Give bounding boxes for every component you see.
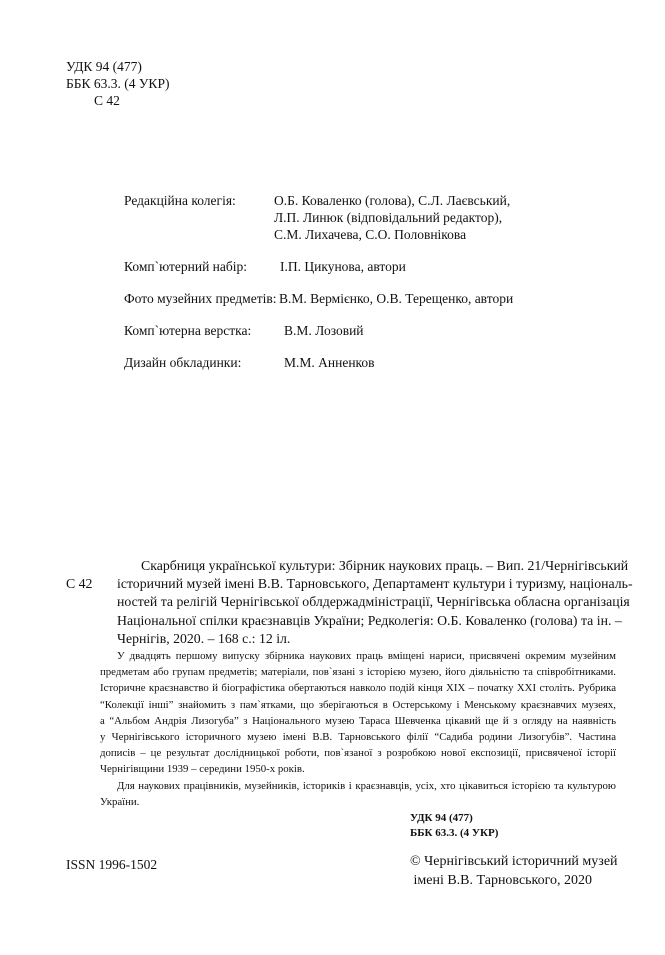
issn: ISSN 1996-1502 — [66, 857, 158, 872]
annotation-line: у Чернігівського історичного музею імені В.В. Тарновського філії “Садиба родини Лизогубів”. Частина — [100, 731, 616, 744]
author-sign: С 42 — [94, 93, 120, 108]
credit-value: І.П. Цикунова, автори — [280, 259, 406, 274]
footer-codes — [410, 811, 498, 840]
credit-line: О.Б. Коваленко (голова), С.Л. Лаєвський, — [274, 193, 511, 208]
credit-value: В.М. Лозовий — [284, 323, 364, 338]
credit-label: Комп`ютерна верстка: — [124, 323, 252, 338]
credit-value — [274, 192, 510, 243]
annotation-line: У двадцять першому випуску збірника наукових праць вміщені нариси, присвячені окремим музейним — [117, 650, 616, 662]
record-line: історичний музей імені В.В. Тарновського, Департамент культури і туризму, національ- — [117, 576, 633, 592]
credit-line: С.М. Лихачева, С.О. Половнікова — [274, 227, 467, 242]
udk-code: УДК 94 (477) — [66, 59, 142, 74]
credit-value: М.М. Анненков — [284, 355, 375, 370]
annotation-line: предметам або групам предметів; матеріали, пов`язані з історією музею, його діяльністю та співробітниками. — [100, 666, 616, 679]
record-line: ностей та релігій Чернігівської облдержадміністрації, Чернігівська обласна організація — [117, 594, 630, 610]
copyright — [410, 853, 618, 890]
footer-udk: УДК 94 (477) — [410, 812, 473, 824]
bbk-code: ББК 63.3. (4 УКР) — [66, 76, 170, 91]
annotation-line: а “Альбом Андрія Лизогуба” з Національного музею Тараса Шевченка цікавий ще й з огляду на наявність — [100, 714, 616, 727]
annotation-line: дописів – це результат дослідницької роботи, пов`язаної з розробкою нової експозиції, присвяченої історії — [100, 747, 616, 760]
annotation — [100, 648, 616, 810]
record-line: Чернігів, 2020. – 168 с.: 12 іл. — [117, 630, 291, 646]
annotation-line: України. — [100, 795, 140, 808]
credit-label: Фото музейних предметів: — [124, 291, 277, 306]
credit-label: Дизайн обкладинки: — [124, 355, 242, 370]
classification-codes — [66, 58, 169, 109]
credit-label: Комп`ютерний набір: — [124, 259, 248, 274]
annotation-line: Чернігівщини 1939 – середини 1950-х років. — [100, 763, 305, 776]
annotation-line: Історичне краєзнавство й біографістика обертаються навколо подій кінця XIX – початку XXI століть. Рубрика — [100, 682, 616, 695]
record-text — [117, 557, 633, 648]
record-code: С 42 — [66, 576, 93, 591]
credit-value: В.М. Вермієнко, О.В. Терещенко, автори — [279, 291, 514, 306]
copyright-line: імені В.В. Тарновського, 2020 — [410, 872, 593, 888]
credit-label: Редакційна колегія: — [124, 193, 236, 208]
record-line: Національної спілки краєзнавців України; Редколегія: О.Б. Коваленко (голова) та ін. – — [117, 612, 622, 628]
annotation-line: “Колекції інші” знайомить з пам`ятками, що зберігаються в Остерському і Менському краєзнавчих музеях, — [100, 698, 616, 711]
footer-bbk: ББК 63.3. (4 УКР) — [410, 826, 499, 839]
record-line: Скарбниця української культури: Збірник наукових праць. – Вип. 21/Чернігівський — [141, 558, 629, 573]
credit-line: Л.П. Линюк (відповідальний редактор), — [274, 210, 503, 225]
annotation-line: Для наукових працівників, музейників, істориків і краєзнавців, усіх, хто цікавиться історією та культурою — [117, 779, 616, 792]
copyright-line: © Чернігівський історичний музей — [410, 854, 618, 869]
